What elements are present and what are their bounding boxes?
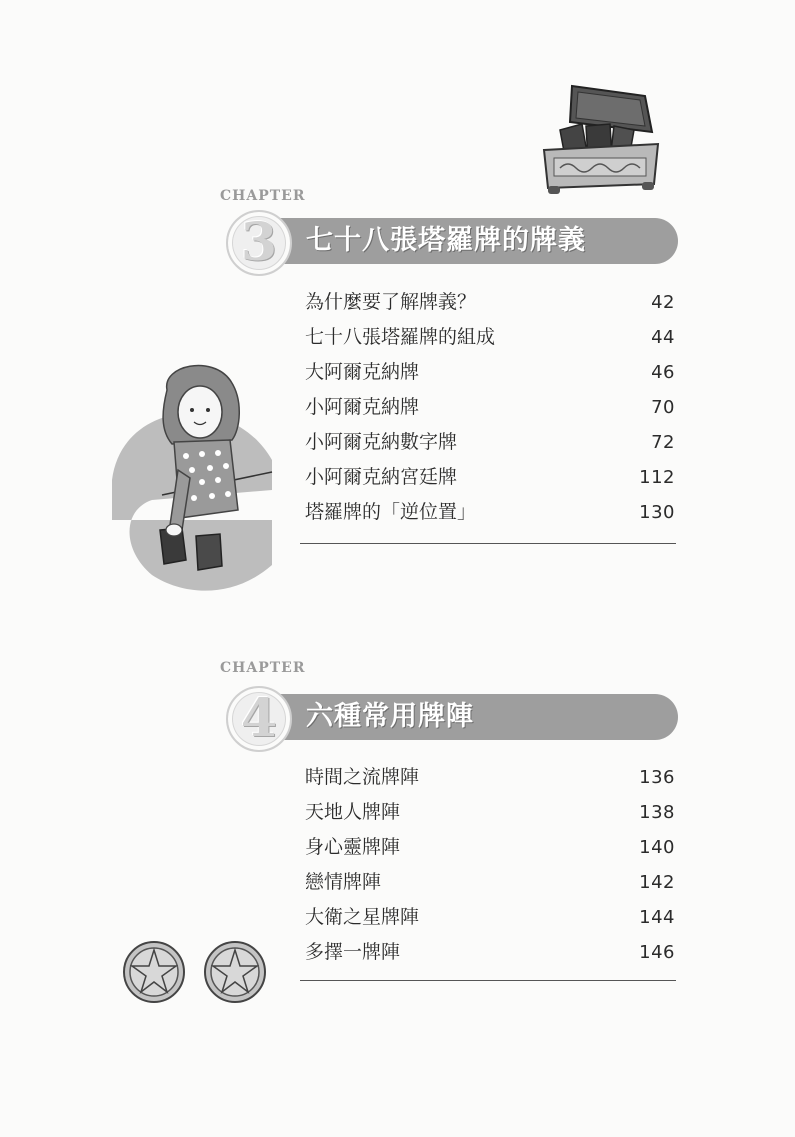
toc-entry-title: 多擇一牌陣 <box>305 941 401 963</box>
woman-reading-tarot-illustration <box>112 360 302 600</box>
toc-entry[interactable] <box>305 355 675 390</box>
toc-entry-page: 142 <box>639 872 675 893</box>
toc-entry-page: 138 <box>639 802 675 823</box>
toc-entry-title: 時間之流牌陣 <box>305 766 420 788</box>
toc-entry-page: 72 <box>651 432 675 453</box>
toc-entry-page: 136 <box>639 767 675 788</box>
section-divider <box>300 980 676 981</box>
toc-entry-title: 天地人牌陣 <box>305 801 401 823</box>
chapter-label: CHAPTER <box>220 188 306 204</box>
toc-entry[interactable] <box>305 390 675 425</box>
toc-entry[interactable] <box>305 865 675 900</box>
chapter-number-badge <box>226 210 292 276</box>
toc-entry-page: 144 <box>639 907 675 928</box>
toc-entry-title: 七十八張塔羅牌的組成 <box>305 326 496 348</box>
pentacle-coin-icon <box>203 940 267 1004</box>
toc-entry-title: 塔羅牌的「逆位置」 <box>305 501 477 523</box>
toc-entry-page: 146 <box>639 942 675 963</box>
toc-entry[interactable] <box>305 460 675 495</box>
treasure-chest-illustration <box>530 80 670 195</box>
toc-entry[interactable] <box>305 760 675 795</box>
toc-entry-title: 小阿爾克納數字牌 <box>305 431 458 453</box>
toc-entry-title: 小阿爾克納宮廷牌 <box>305 466 458 488</box>
chapter-title: 六種常用牌陣 <box>306 701 474 732</box>
toc-entry[interactable] <box>305 900 675 935</box>
toc-list-chapter-4 <box>305 760 675 970</box>
toc-entry-page: 130 <box>639 502 675 523</box>
toc-entry[interactable] <box>305 320 675 355</box>
toc-entry-page: 44 <box>651 327 675 348</box>
toc-entry[interactable] <box>305 425 675 460</box>
toc-entry-title: 戀情牌陣 <box>305 871 382 893</box>
chapter-label: CHAPTER <box>220 660 306 676</box>
toc-entry[interactable] <box>305 285 675 320</box>
toc-entry[interactable] <box>305 495 675 530</box>
chapter-title-banner <box>262 694 678 740</box>
chapter-number-badge <box>226 686 292 752</box>
toc-entry[interactable] <box>305 830 675 865</box>
toc-entry-page: 140 <box>639 837 675 858</box>
toc-entry-page: 112 <box>639 467 675 488</box>
section-divider <box>300 543 676 544</box>
chapter-number: 4 <box>240 688 278 749</box>
chapter-number: 3 <box>240 212 278 273</box>
toc-entry-title: 小阿爾克納牌 <box>305 396 420 418</box>
toc-entry[interactable] <box>305 935 675 970</box>
pentacle-coin-icon <box>122 940 186 1004</box>
toc-entry[interactable] <box>305 795 675 830</box>
toc-entry-title: 身心靈牌陣 <box>305 836 401 858</box>
toc-list-chapter-3 <box>305 285 675 530</box>
toc-entry-page: 42 <box>651 292 675 313</box>
toc-entry-title: 為什麼要了解牌義？ <box>305 291 477 313</box>
toc-entry-page: 70 <box>651 397 675 418</box>
chapter-title-banner <box>262 218 678 264</box>
chapter-title: 七十八張塔羅牌的牌義 <box>306 225 586 256</box>
toc-entry-page: 46 <box>651 362 675 383</box>
toc-entry-title: 大衛之星牌陣 <box>305 906 420 928</box>
toc-entry-title: 大阿爾克納牌 <box>305 361 420 383</box>
